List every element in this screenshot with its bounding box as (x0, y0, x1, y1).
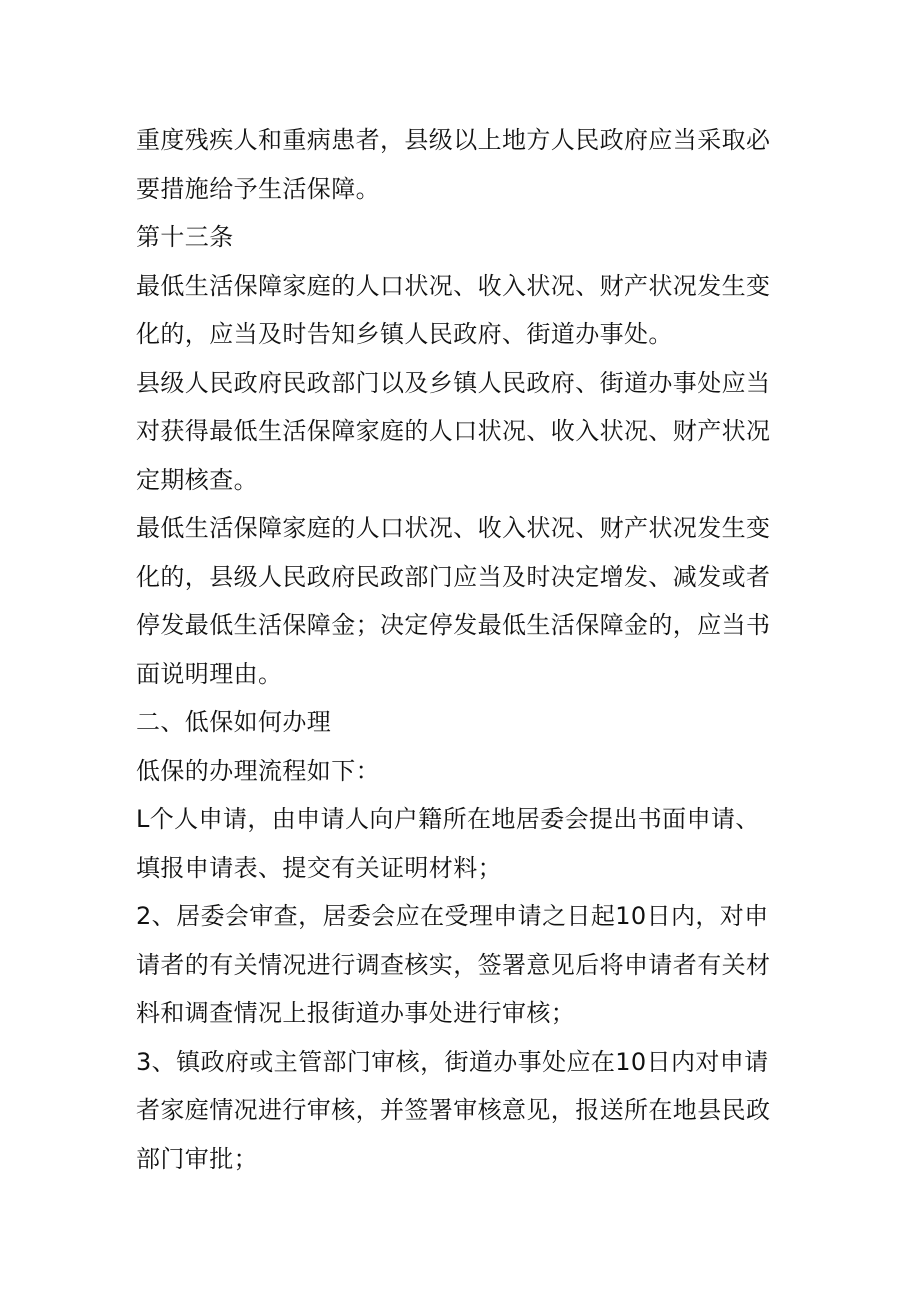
section-heading: 二、低保如何办理 (136, 708, 332, 736)
text-line: 重度残疾人和重病患者，县级以上地方人民政府应当采取必 (136, 126, 771, 154)
text-line: 最低生活保障家庭的人口状况、收入状况、财产状况发生变 (136, 514, 771, 542)
text-line: 面说明理由。 (136, 659, 283, 688)
text-line: 请者的有关情况进行调查核实，签署意见后将申请者有关材 (136, 950, 771, 979)
text-line: 部门审批； (136, 1144, 258, 1173)
text-line: 化的，应当及时告知乡镇人民政府、街道办事处。 (136, 320, 673, 348)
text-line: 2、居委会审查，居委会应在受理申请之日起10日内，对申 (136, 902, 769, 930)
text-line: 最低生活保障家庭的人口状况、收入状况、财产状况发生变 (136, 271, 771, 300)
text-line: L个人申请，由申请人向户籍所在地居委会提出书面申请、 (136, 805, 760, 833)
text-line: 化的，县级人民政府民政部门应当及时决定增发、减发或者 (136, 562, 771, 591)
text-line: 县级人民政府民政部门以及乡镇人民政府、街道办事处应当 (136, 368, 771, 397)
text-line: 对获得最低生活保障家庭的人口状况、收入状况、财产状况 (136, 417, 771, 445)
text-line: 低保的办理流程如下： (136, 756, 380, 785)
text-line: 3、镇政府或主管部门审核，街道办事处应在10日内对申请 (136, 1047, 769, 1076)
article-heading: 第十三条 (136, 223, 234, 251)
text-line: 定期核查。 (136, 465, 258, 494)
text-line: 要措施给予生活保障。 (136, 174, 380, 203)
document-page (136, 116, 786, 1183)
text-line: 料和调查情况上报街道办事处进行审核； (136, 999, 576, 1027)
text-line: 填报申请表、提交有关证明材料； (136, 853, 502, 882)
text-line: 停发最低生活保障金；决定停发最低生活保障金的，应当书 (136, 611, 771, 639)
text-line: 者家庭情况进行审核，并签署审核意见，报送所在地县民政 (136, 1096, 771, 1124)
